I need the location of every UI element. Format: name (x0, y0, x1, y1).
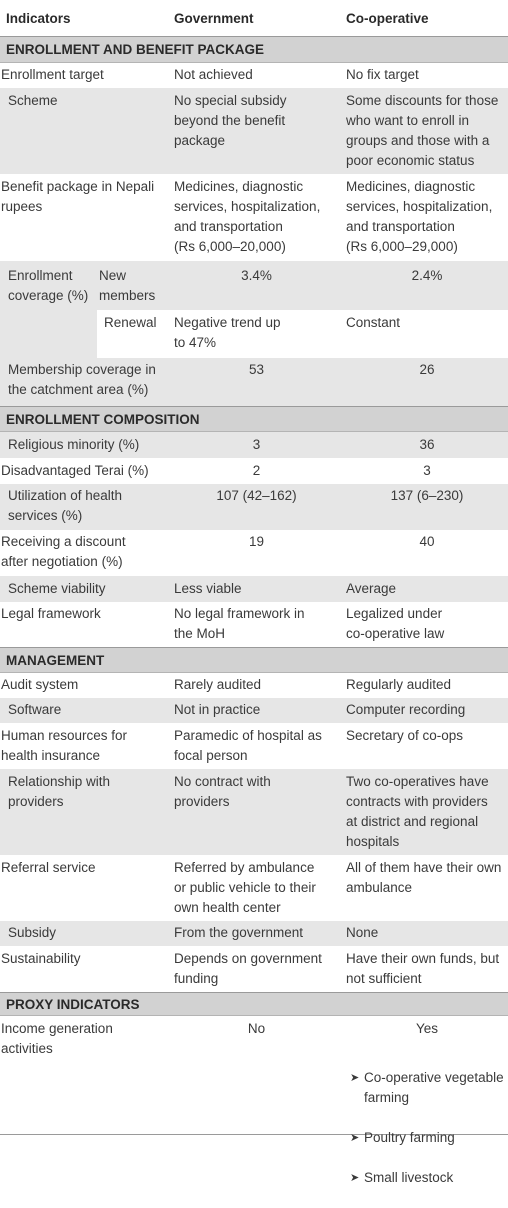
cooperative-value: Secretary of co-ops (346, 728, 464, 743)
cooperative-value: 3 (423, 463, 431, 478)
list-item (348, 1128, 508, 1148)
row-label: Software (8, 702, 62, 717)
cooperative-value: 40 (419, 534, 435, 549)
table-row (0, 1016, 508, 1185)
table-row (0, 484, 508, 530)
government-value: Referred by ambulance or public vehicle to their own health center (174, 860, 316, 915)
government-value: 107 (42–162) (216, 488, 297, 503)
row-label: Membership coverage in the catchment area (%) (8, 362, 156, 397)
table-row (0, 358, 508, 406)
list-item (348, 1068, 508, 1108)
cooperative-value: 26 (419, 362, 435, 377)
table-row (0, 174, 508, 261)
cooperative-value: Constant (346, 315, 401, 330)
government-value: No (247, 1021, 266, 1036)
government-value: Less viable (174, 581, 242, 596)
table-row (0, 458, 508, 484)
section-title: PROXY INDICATORS (6, 997, 140, 1012)
sub-label-renewal: Renewal (104, 315, 157, 330)
row-label: Audit system (1, 677, 79, 692)
arrowhead-icon: ➤ (350, 1072, 360, 1084)
cooperative-value: Computer recording (346, 702, 466, 717)
government-value: Not achieved (174, 67, 253, 82)
section-proxy-indicators (0, 992, 508, 1016)
section-enrollment-composition (0, 406, 508, 432)
cooperative-value: No fix target (346, 67, 419, 82)
table-row (0, 855, 508, 921)
government-value: 2 (252, 463, 261, 478)
government-value: Not in practice (174, 702, 261, 717)
cooperative-value: Yes (415, 1021, 439, 1036)
table-row (0, 432, 508, 458)
row-label: Enrollment target (1, 67, 104, 82)
government-value: Medicines, diagnostic services, hospitalization, and transportation (Rs 6,000–20,000) (174, 179, 321, 254)
cooperative-value: Two co-operatives have contracts with providers at district and regional hospitals (346, 774, 489, 849)
list-item-text: Poultry farming (364, 1130, 455, 1145)
header-government: Government (174, 11, 254, 26)
cooperative-activity-list (348, 1048, 508, 1208)
list-item-text: Co-operative vegetable farming (364, 1070, 504, 1105)
enrollment-coverage-group (0, 261, 508, 358)
row-label: Scheme (8, 93, 58, 108)
row-label: Human resources for health insurance (1, 728, 128, 763)
table-row (0, 673, 508, 698)
section-enrollment-benefit (0, 37, 508, 63)
cooperative-value: Regularly audited (346, 677, 452, 692)
cooperative-value: Legalized under co-operative law (346, 606, 445, 641)
table-row (0, 723, 508, 769)
cooperative-value: Average (346, 581, 397, 596)
section-title: ENROLLMENT AND BENEFIT PACKAGE (6, 42, 264, 57)
section-title: ENROLLMENT COMPOSITION (6, 412, 200, 427)
row-label: Income generation activities (1, 1021, 113, 1056)
government-value: 19 (248, 534, 265, 549)
row-label: Relationship with providers (8, 774, 111, 809)
table-header (0, 0, 508, 37)
list-item (348, 1168, 508, 1188)
cooperative-value: Have their own funds, but not sufficient (346, 951, 500, 986)
table-row (0, 530, 508, 576)
table-row (0, 921, 508, 946)
table-row (0, 698, 508, 723)
government-value: 53 (248, 362, 265, 377)
header-indicators: Indicators (6, 11, 71, 26)
arrowhead-icon: ➤ (350, 1172, 360, 1184)
cooperative-value: 2.4% (411, 268, 443, 283)
arrowhead-icon: ➤ (350, 1132, 360, 1144)
government-value: No special subsidy beyond the benefit package (174, 93, 287, 148)
row-label: Referral service (1, 860, 96, 875)
cooperative-value: Some discounts for those who want to enroll in groups and those with a poor economic status (346, 93, 499, 168)
table-row (0, 63, 508, 88)
sub-label-new-members: New members (99, 268, 156, 303)
government-value: Negative trend up to 47% (174, 315, 281, 350)
row-label: Religious minority (%) (8, 437, 140, 452)
row-label: Subsidy (8, 925, 57, 940)
row-label: Enrollment coverage (%) (8, 268, 89, 303)
government-value: Paramedic of hospital as focal person (174, 728, 322, 763)
table-row (0, 769, 508, 855)
table-row (0, 602, 508, 647)
government-value: Rarely audited (174, 677, 262, 692)
table-row (0, 88, 508, 174)
cooperative-value: 137 (6–230) (390, 488, 464, 503)
table-row (0, 576, 508, 602)
section-title: MANAGEMENT (6, 653, 105, 668)
table-row (0, 946, 508, 992)
government-value: No contract with providers (174, 774, 271, 809)
row-label: Disadvantaged Terai (%) (1, 463, 149, 478)
government-value: 3 (252, 437, 261, 452)
header-cooperative: Co-operative (346, 11, 429, 26)
cooperative-value: 36 (419, 437, 435, 452)
section-management (0, 647, 508, 673)
government-value: No legal framework in the MoH (174, 606, 305, 641)
cooperative-value: Medicines, diagnostic services, hospitalization, and transportation (Rs 6,000–29,000) (346, 179, 493, 254)
row-label: Receiving a discount after negotiation (%) (1, 534, 126, 569)
cooperative-value: None (346, 925, 379, 940)
renewal-subrow (97, 310, 508, 358)
row-label: Sustainability (1, 951, 81, 966)
row-label: Legal framework (1, 606, 101, 621)
list-item-text: Small livestock (364, 1170, 454, 1185)
row-label: Benefit package in Nepali rupees (1, 179, 155, 214)
row-label: Scheme viability (8, 581, 106, 596)
cooperative-value: All of them have their own ambulance (346, 860, 502, 895)
government-value: 3.4% (241, 268, 272, 283)
government-value: Depends on government funding (174, 951, 322, 986)
government-value: From the government (174, 925, 304, 940)
row-label: Utilization of health services (%) (8, 488, 123, 523)
